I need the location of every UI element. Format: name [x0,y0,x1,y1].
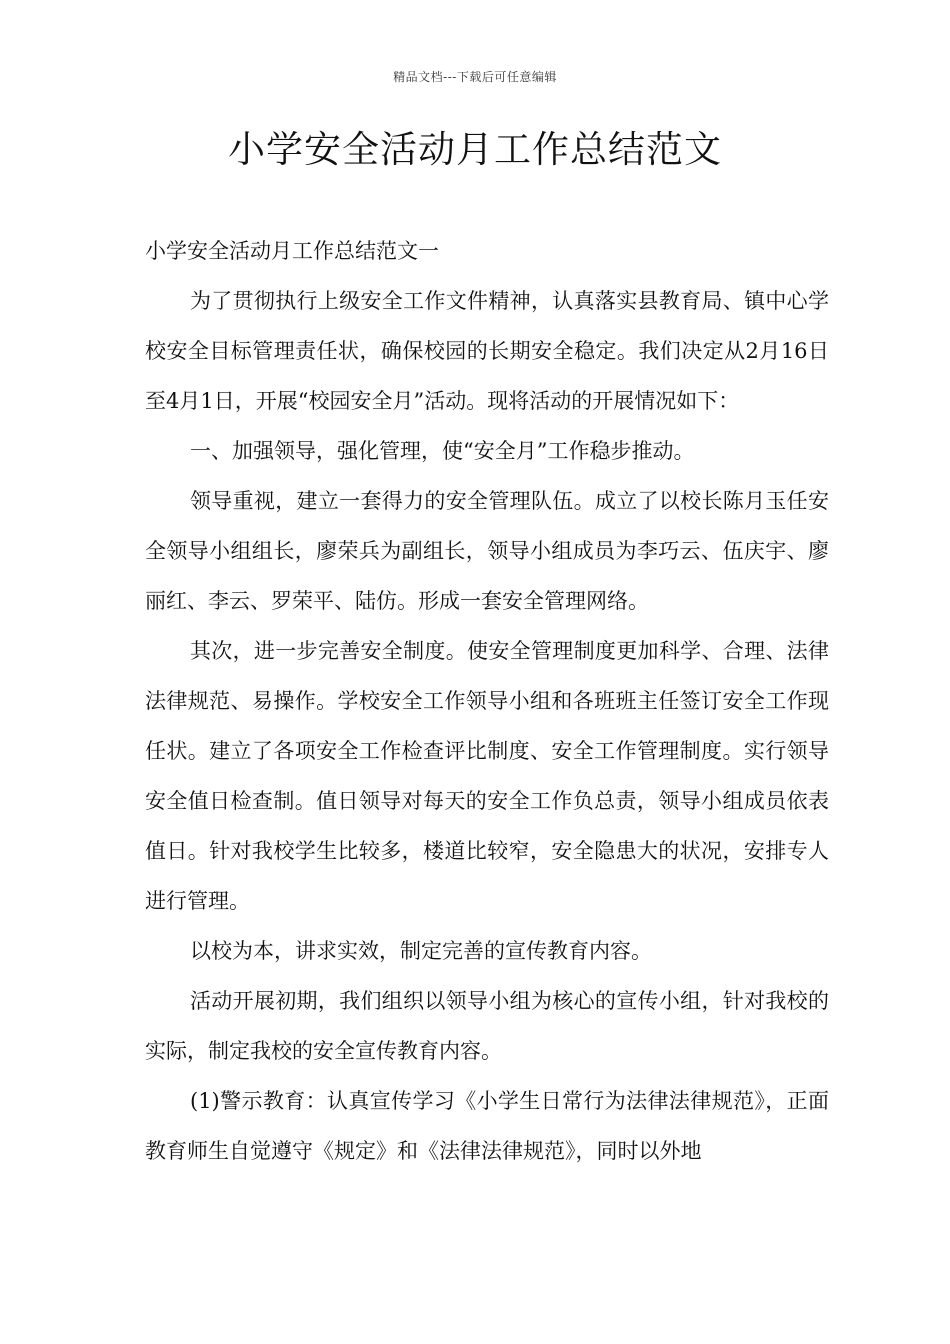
document-body [145,226,829,1176]
section-heading: 小学安全活动月工作总结范文一 [145,239,439,263]
paragraph-system: 其次，进一步完善安全制度。使安全管理制度更加科学、合理、法律法律规范、易操作。学校安全工作领导小组和各班班主任签订安全工作现任状。建立了各项安全工作检查评比制度、安全工作管理制度。实行领导安全值日检查制。值日领导对每天的安全工作负总责，领导小组成员依表值日。针对我校学生比较多，楼道比较窄，安全隐患大的状况，安排专人进行管理。 [145,639,829,913]
paragraph-leadership: 领导重视，建立一套得力的安全管理队伍。成立了以校长陈月玉任安全领导小组组长，廖荣兵为副组长，领导小组成员为李巧云、伍庆宇、廖丽红、李云、罗荣平、陆仿。形成一套安全管理网络。 [145,489,829,613]
paragraph-point-one: 一、加强领导，强化管理，使“安全月”工作稳步推动。 [190,439,695,463]
header-note: 精品文档---下载后可任意编辑 [393,70,557,84]
paragraph-intro: 为了贯彻执行上级安全工作文件精神，认真落实县教育局、镇中心学校安全目标管理责任状，确保校园的长期安全稳定。我们决定从2月16日至4月1日，开展“校园安全月”活动。现将活动的开展情况如下： [145,289,829,413]
paragraph-warning-education: (1)警示教育：认真宣传学习《小学生日常行为法律法律规范》，正面教育师生自觉遵守《规定》和《法律法律规范》，同时以外地 [145,1089,829,1163]
paragraph-school-based: 以校为本，讲求实效，制定完善的宣传教育内容。 [190,939,652,963]
document-title: 小学安全活动月工作总结范文 [228,128,722,171]
paragraph-activity-start: 活动开展初期，我们组织以领导小组为核心的宣传小组，针对我校的实际，制定我校的安全宣传教育内容。 [145,989,829,1063]
